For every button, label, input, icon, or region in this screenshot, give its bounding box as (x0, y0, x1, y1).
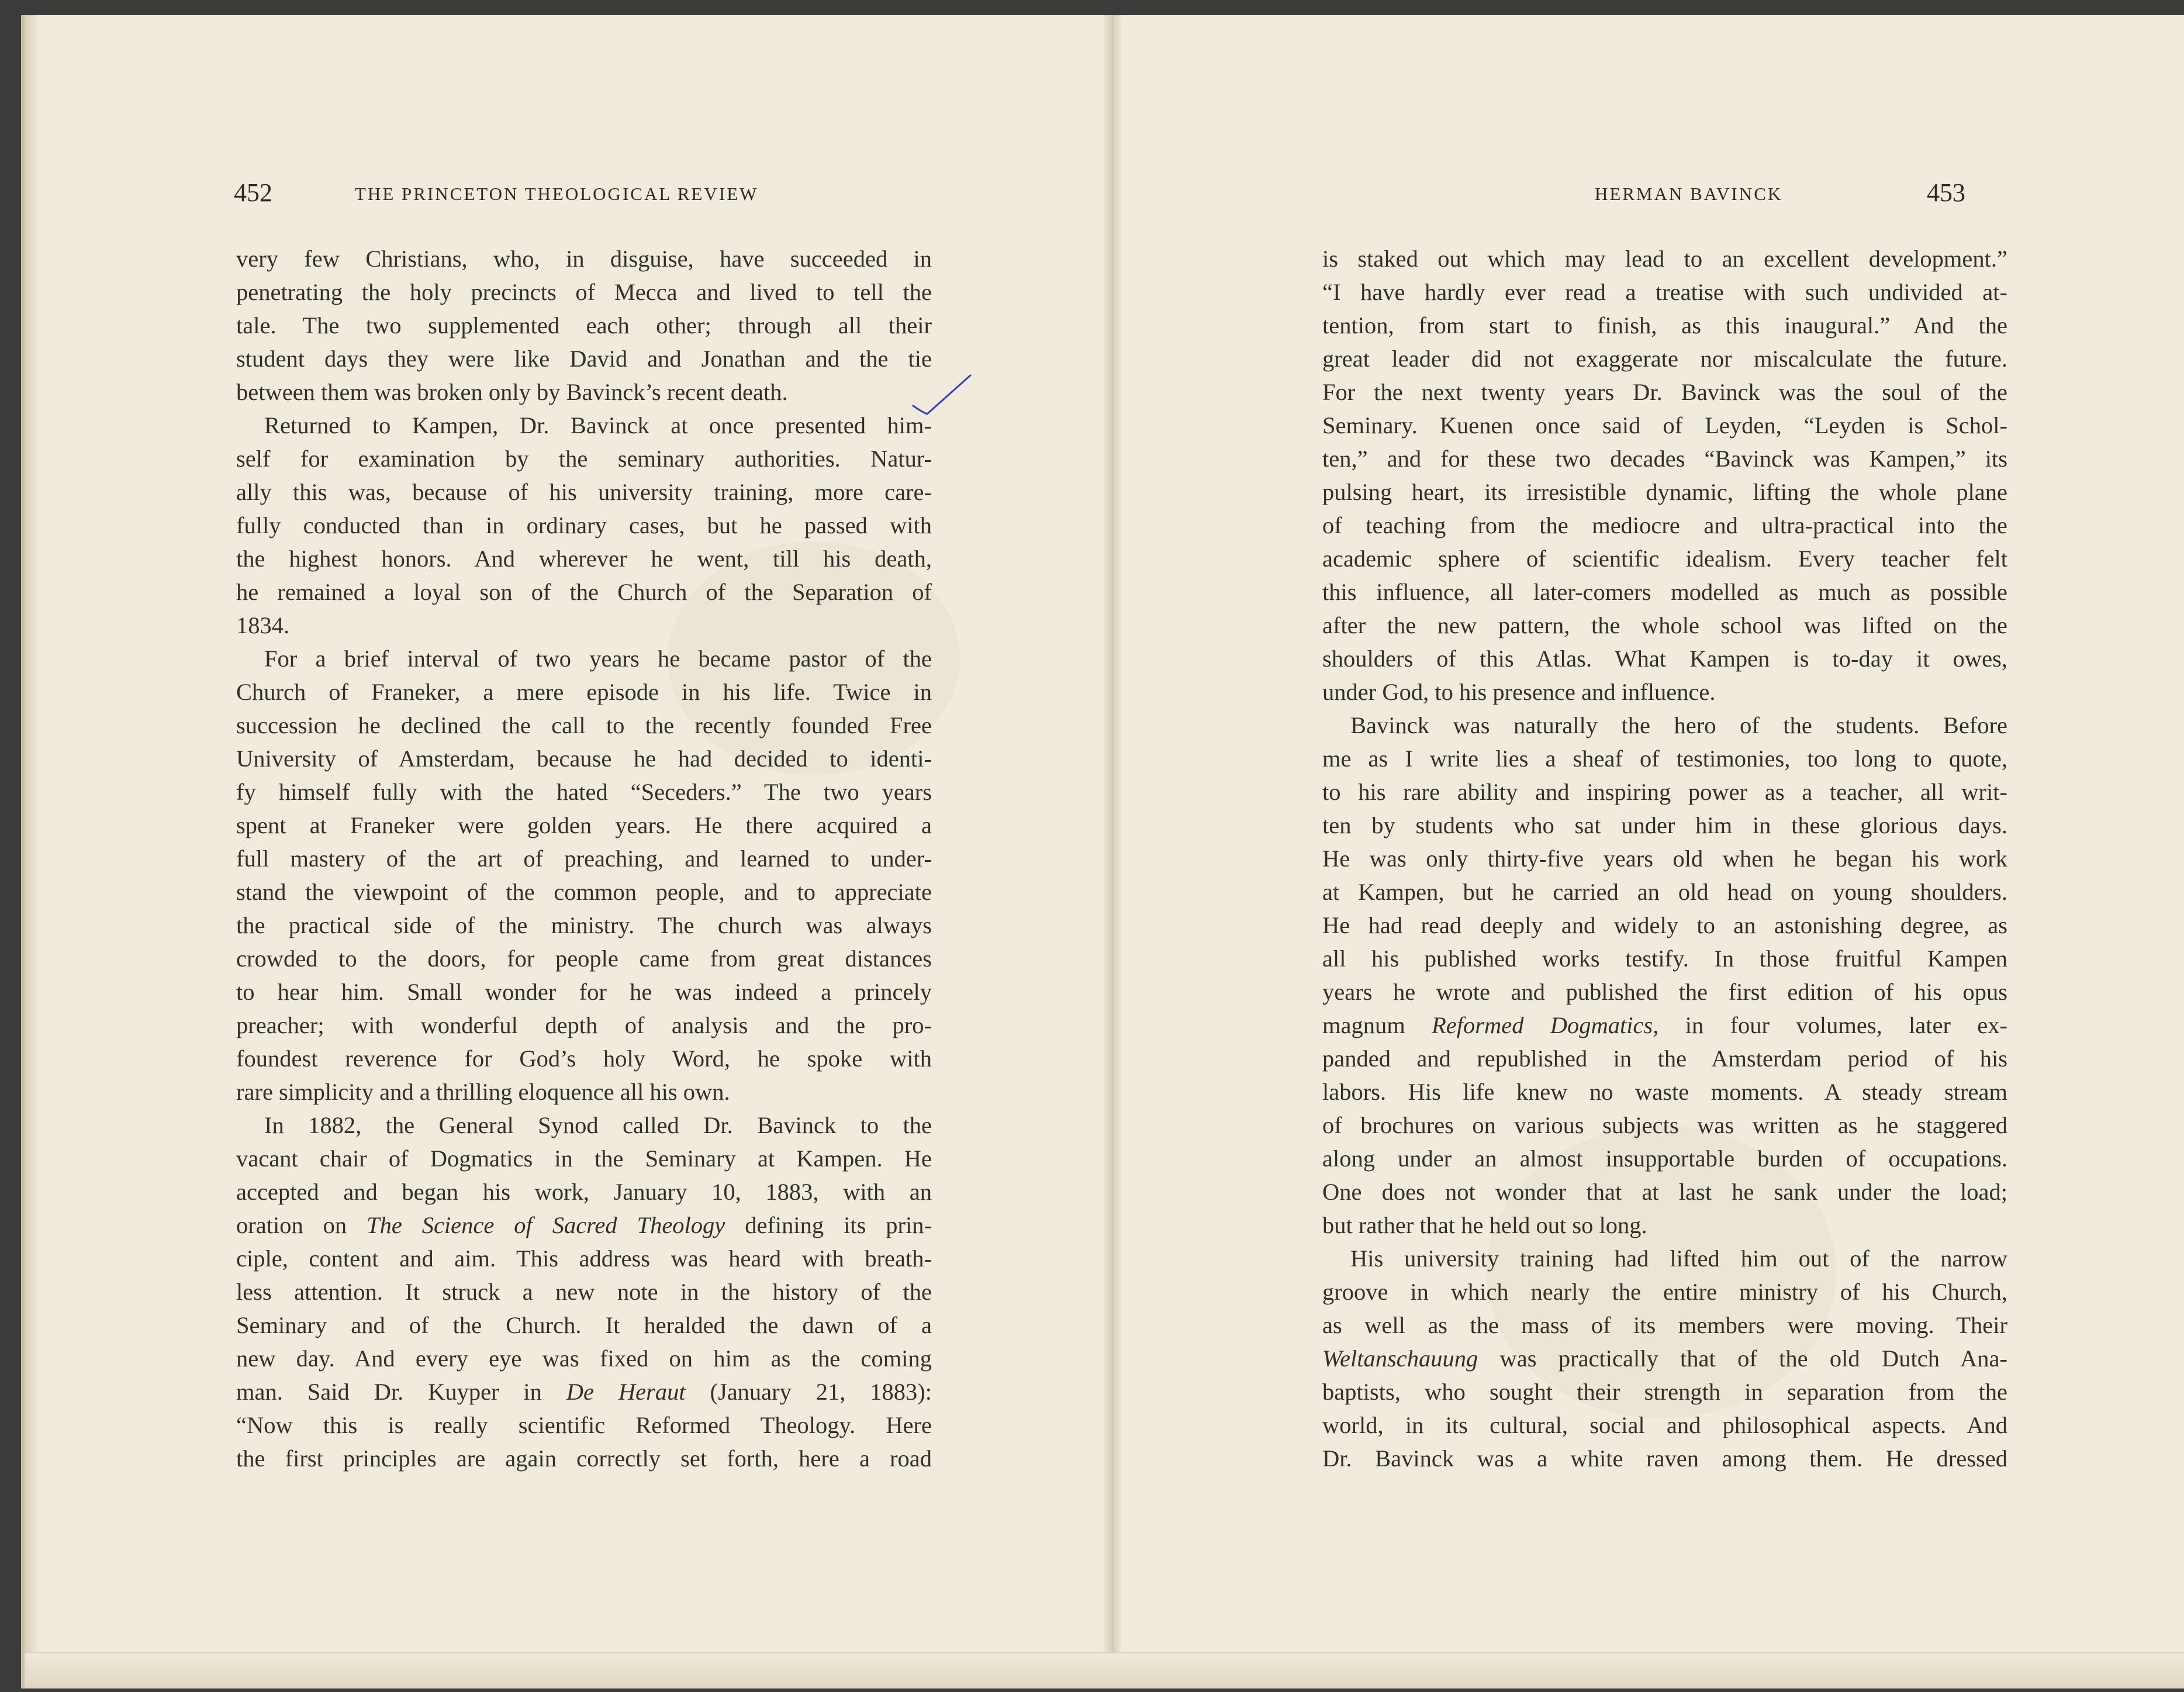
text-line: along under an almost insupportable burden of occupations. (1322, 1145, 2007, 1172)
text-line: ten,” and for these two decades “Bavinck was Kampen,” its (1322, 446, 2007, 472)
page-bottom-edge (25, 1652, 2184, 1688)
text-line: “I have hardly ever read a treatise with such undivided at- (1322, 279, 2007, 305)
text-line: the highest honors. And wherever he went, till his death, (236, 545, 932, 572)
text-line (1322, 1342, 2007, 1375)
text-line: “Now this is really scientific Reformed Theology. Here (236, 1412, 932, 1438)
text-line: student days they were like David and Jonathan and the tie (236, 346, 932, 372)
text-line: great leader did not exaggerate nor miscalculate the future. (1322, 346, 2007, 372)
text-line: the first principles are again correctly set forth, here a road (236, 1445, 932, 1472)
text-line: Church of Franeker, a mere episode in his life. Twice in (236, 679, 932, 705)
text-line: less attention. It struck a new note in the history of the (236, 1279, 932, 1305)
book-title: The Science of Sacred Theology (367, 1212, 725, 1238)
text-line: between them was broken only by Bavinck’s recent death. (236, 379, 788, 405)
text-line: years he wrote and published the first edition of his opus (1322, 979, 2007, 1005)
text-line: tention, from start to finish, as this inaugural.” And the (1322, 312, 2007, 339)
text-line: crowded to the doors, for people came from great distances (236, 945, 932, 972)
right-page (1121, 15, 2184, 1594)
text-line: of teaching from the mediocre and ultra-practical into the (1322, 512, 2007, 538)
text-line: University of Amsterdam, because he had decided to identi- (236, 745, 932, 772)
text-line: labors. His life knew no waste moments. A steady stream (1322, 1079, 2007, 1105)
text-segment: in four volumes, later ex- (1658, 1012, 2007, 1038)
text-line: Returned to Kampen, Dr. Bavinck at once presented him- (264, 412, 932, 438)
text-line: 1834. (236, 612, 290, 638)
pencil-check-mark (910, 371, 974, 417)
text-line: Dr. Bavinck was a white raven among them. He dressed (1322, 1445, 2007, 1472)
text-line: academic sphere of scientific idealism. Every teacher felt (1322, 545, 2007, 572)
text-line: In 1882, the General Synod called Dr. Bavinck to the (264, 1112, 932, 1138)
text-line: full mastery of the art of preaching, and learned to under- (236, 845, 932, 872)
running-head-title: HERMAN BAVINCK (1595, 184, 1783, 204)
text-segment: defining its prin- (725, 1212, 932, 1238)
running-head-title: THE PRINCETON THEOLOGICAL REVIEW (355, 184, 759, 204)
text-line: very few Christians, who, in disguise, have succeeded in (236, 246, 932, 272)
text-line: His university training had lifted him out of the narrow (1350, 1245, 2007, 1272)
text-line: ally this was, because of his university training, more care- (236, 479, 932, 505)
text-segment: magnum (1322, 1012, 1432, 1038)
text-line: groove in which nearly the entire ministry of his Church, (1322, 1279, 2007, 1305)
text-line: Seminary. Kuenen once said of Leyden, “Leyden is Schol- (1322, 412, 2007, 438)
text-line: as well as the mass of its members were moving. Their (1322, 1312, 2007, 1338)
text-line: ten by students who sat under him in these glorious days. (1322, 812, 2007, 838)
text-line (236, 1375, 932, 1408)
text-line: but rather that he held out so long. (1322, 1212, 1647, 1238)
text-line (1322, 1009, 2007, 1042)
text-line: fully conducted than in ordinary cases, but he passed with (236, 512, 932, 538)
text-segment: (January 21, 1883): (685, 1379, 932, 1405)
text-line: to hear him. Small wonder for he was indeed a princely (236, 979, 932, 1005)
text-line: tale. The two supplemented each other; through all their (236, 312, 932, 339)
text-line: For a brief interval of two years he became pastor of the (264, 645, 932, 672)
text-line: For the next twenty years Dr. Bavinck was the soul of the (1322, 379, 2007, 405)
body-text (1322, 242, 2007, 1475)
text-line: foundest reverence for God’s holy Word, he spoke with (236, 1045, 932, 1072)
text-line: to his rare ability and inspiring power as a teacher, all writ- (1322, 779, 2007, 805)
text-line: preacher; with wonderful depth of analysis and the pro- (236, 1012, 932, 1038)
text-line: world, in its cultural, social and philosophical aspects. And (1322, 1412, 2007, 1438)
text-line: baptists, who sought their strength in separation from the (1322, 1379, 2007, 1405)
text-line: One does not wonder that at last he sank under the load; (1322, 1179, 2007, 1205)
page-number: 452 (234, 178, 272, 207)
text-line: at Kampen, but he carried an old head on young shoulders. (1322, 879, 2007, 905)
text-line: after the new pattern, the whole school was lifted on the (1322, 612, 2007, 638)
text-segment: oration on (236, 1212, 367, 1238)
text-line: rare simplicity and a thrilling eloquence all his own. (236, 1079, 730, 1105)
left-page (25, 15, 1104, 1594)
text-line: spent at Franeker were golden years. He there acquired a (236, 812, 932, 838)
book-gutter (1104, 15, 1121, 1688)
text-segment: man. Said Dr. Kuyper in (236, 1379, 566, 1405)
text-line: He had read deeply and widely to an astonishing degree, as (1322, 912, 2007, 938)
text-line: succession he declined the call to the recently founded Free (236, 712, 932, 738)
text-line: He was only thirty-five years old when he began his work (1322, 845, 2007, 872)
text-segment: was practically that of the old Dutch Ana- (1478, 1345, 2007, 1372)
text-line: under God, to his presence and influence. (1322, 679, 1716, 705)
text-line: Bavinck was naturally the hero of the students. Before (1350, 712, 2007, 738)
text-line: me as I write lies a sheaf of testimonies, too long to quote, (1322, 745, 2007, 772)
page-number: 453 (1927, 178, 1965, 207)
book-title: Reformed Dogmatics, (1432, 1012, 1659, 1038)
text-line: this influence, all later-comers modelled as much as possible (1322, 579, 2007, 605)
text-line: all his published works testify. In those fruitful Kampen (1322, 945, 2007, 972)
text-line: fy himself fully with the hated “Seceders.” The two years (236, 779, 932, 805)
text-line: Seminary and of the Church. It heralded the dawn of a (236, 1312, 932, 1338)
foreign-term: Weltanschauung (1322, 1345, 1478, 1372)
text-line: pulsing heart, its irresistible dynamic, lifting the whole plane (1322, 479, 2007, 505)
body-text (236, 242, 932, 1475)
text-line: shoulders of this Atlas. What Kampen is to-day it owes, (1322, 645, 2007, 672)
book-spread (21, 15, 2184, 1688)
text-line: he remained a loyal son of the Church of the Separation of (236, 579, 932, 605)
periodical-title: De Heraut (566, 1379, 686, 1405)
text-line: panded and republished in the Amsterdam period of his (1322, 1045, 2007, 1072)
text-line: ciple, content and aim. This address was heard with breath- (236, 1245, 932, 1272)
text-line: the practical side of the ministry. The church was always (236, 912, 932, 938)
text-line: is staked out which may lead to an excellent development.” (1322, 246, 2007, 272)
text-line: new day. And every eye was fixed on him as the coming (236, 1345, 932, 1372)
text-line: self for examination by the seminary authorities. Natur- (236, 446, 932, 472)
text-line: stand the viewpoint of the common people, and to appreciate (236, 879, 932, 905)
text-line: of brochures on various subjects was written as he staggered (1322, 1112, 2007, 1138)
text-line: penetrating the holy precincts of Mecca and lived to tell the (236, 279, 932, 305)
text-line (236, 1208, 932, 1242)
text-line: vacant chair of Dogmatics in the Seminary at Kampen. He (236, 1145, 932, 1172)
text-line: accepted and began his work, January 10, 1883, with an (236, 1179, 932, 1205)
